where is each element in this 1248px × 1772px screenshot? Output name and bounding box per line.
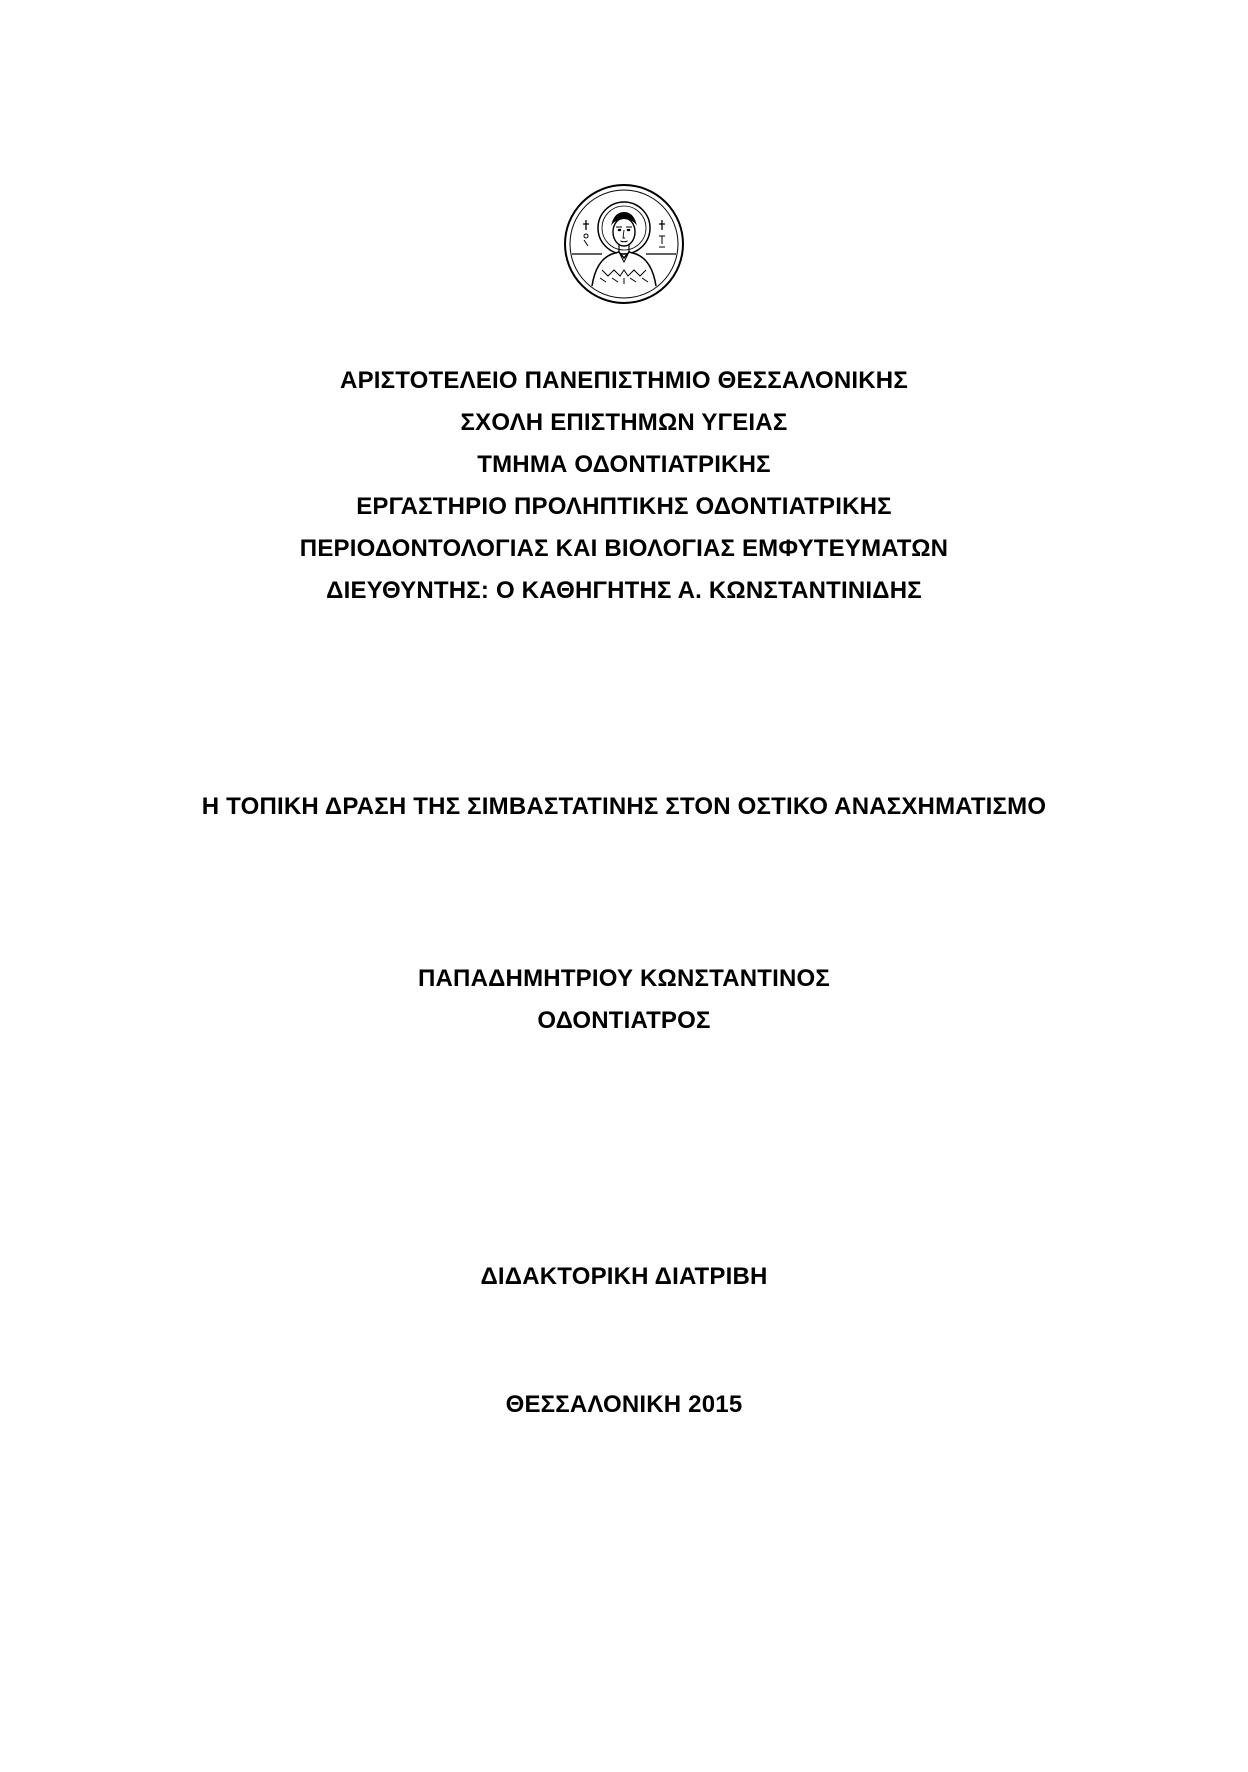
school-name: ΣΧΟΛΗ ΕΠΙΣΤΗΜΩΝ ΥΓΕΙΑΣ xyxy=(460,409,788,436)
laboratory-name: ΕΡΓΑΣΤΗΡΙΟ ΠΡΟΛΗΠΤΙΚΗΣ ΟΔΟΝΤΙΑΤΡΙΚΗΣ xyxy=(356,493,892,520)
director-line: ΔΙΕΥΘΥΝΤΗΣ: Ο ΚΑΘΗΓΗΤΗΣ Α. ΚΩΝΣΤΑΝΤΙΝΙΔΗΣ xyxy=(326,577,922,604)
laboratory-name-continued: ΠΕΡΙΟΔΟΝΤΟΛΟΓΙΑΣ ΚΑΙ ΒΙΟΛΟΓΙΑΣ ΕΜΦΥΤΕΥΜΑΤΩΝ xyxy=(299,535,949,562)
university-name: ΑΡΙΣΤΟΤΕΛΕΙΟ ΠΑΝΕΠΙΣΤΗΜΙΟ ΘΕΣΣΑΛΟΝΙΚΗΣ xyxy=(340,367,908,394)
department-name: ΤΜΗΜΑ ΟΔΟΝΤΙΑΤΡΙΚΗΣ xyxy=(477,451,771,478)
place-year: ΘΕΣΣΑΛΟΝΙΚΗ 2015 xyxy=(505,1391,743,1418)
author-name: ΠΑΠΑΔΗΜΗΤΡΙΟΥ ΚΩΝΣΤΑΝΤΙΝΟΣ xyxy=(417,965,831,992)
university-seal-logo xyxy=(562,182,686,306)
document-type: ΔΙΔΑΚΤΟΡΙΚΗ ΔΙΑΤΡΙΒΗ xyxy=(480,1263,768,1290)
author-title: ΟΔΟΝΤΙΑΤΡΟΣ xyxy=(537,1007,711,1034)
thesis-title: Η ΤΟΠΙΚΗ ΔΡΑΣΗ ΤΗΣ ΣΙΜΒΑΣΤΑΤΙΝΗΣ ΣΤΟΝ ΟΣΤΙΚΟ ΑΝΑΣΧΗΜΑΤΙΣΜΟ xyxy=(201,793,1047,820)
